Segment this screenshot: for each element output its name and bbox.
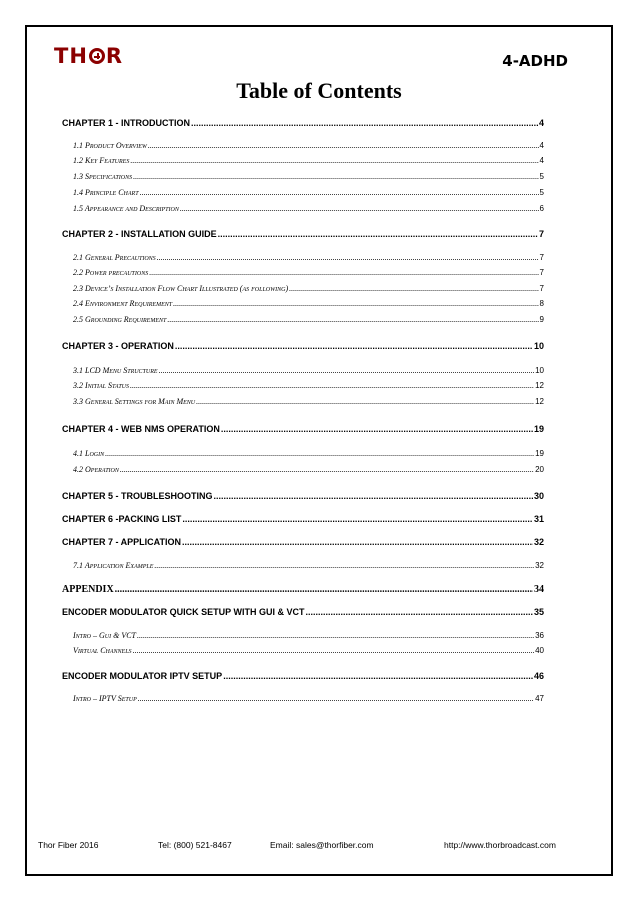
toc-chapter-entry[interactable]	[62, 424, 544, 434]
toc-page-number: 4	[539, 156, 544, 165]
toc-dot-leader	[218, 229, 538, 239]
toc-chapter-entry[interactable]	[62, 229, 544, 239]
toc-dot-leader	[221, 424, 533, 434]
toc-entry-label: 1.2 Key Features	[73, 156, 130, 165]
toc-page-number: 6	[539, 204, 544, 213]
toc-section-entry[interactable]	[62, 253, 544, 262]
toc-page-number: 10	[535, 366, 544, 375]
toc-chapter-entry[interactable]	[62, 671, 544, 681]
toc-dot-leader	[196, 397, 534, 406]
footer-website[interactable]: http://www.thorbroadcast.com	[444, 840, 556, 850]
toc-page-number: 7	[538, 229, 544, 239]
toc-chapter-entry[interactable]	[62, 607, 544, 617]
toc-dot-leader	[154, 561, 534, 570]
toc-entry-label: 1.4 Principle Chart	[73, 188, 139, 197]
toc-entry-label: Intro – Gui & VCT	[73, 631, 137, 640]
toc-section-entry[interactable]	[62, 268, 544, 277]
toc-section-entry[interactable]	[62, 156, 544, 165]
toc-page-number: 36	[535, 631, 544, 640]
toc-entry-label: CHAPTER 4 - WEB NMS OPERATION	[62, 424, 220, 434]
toc-dot-leader	[149, 268, 538, 277]
toc-page-number: 19	[533, 424, 544, 434]
toc-dot-leader	[140, 188, 539, 197]
toc-page-number: 31	[533, 514, 544, 524]
toc-entry-label: 1.5 Appearance and Description	[73, 204, 179, 213]
toc-entry-label: 3.3 General Settings for Main Menu	[73, 397, 196, 406]
toc-section-entry[interactable]	[62, 204, 544, 213]
toc-section-entry[interactable]	[62, 188, 544, 197]
toc-section-entry[interactable]	[62, 561, 544, 570]
toc-entry-label: CHAPTER 1 - INTRODUCTION	[62, 118, 190, 128]
page-title: Table of Contents	[236, 78, 402, 103]
toc-section-entry[interactable]	[62, 397, 544, 406]
toc-section-entry[interactable]	[62, 449, 544, 458]
toc-entry-label: 2.1 General Precautions	[73, 253, 156, 262]
toc-section-entry[interactable]	[62, 299, 544, 308]
crosshair-o-icon	[89, 48, 105, 64]
toc-entry-label: 2.5 Grounding Requirement	[73, 315, 167, 324]
toc-page-number: 9	[539, 315, 544, 324]
toc-page-number: 46	[533, 671, 544, 681]
toc-page-number: 20	[535, 465, 544, 474]
toc-dot-leader	[223, 671, 533, 681]
toc-page-number: 32	[533, 537, 544, 547]
toc-dot-leader	[148, 141, 539, 150]
toc-page-number: 7	[539, 268, 544, 277]
footer-company: Thor Fiber 2016	[38, 840, 99, 850]
toc-dot-leader	[167, 315, 538, 324]
toc-section-entry[interactable]	[62, 315, 544, 324]
toc-entry-label: 2.4 Environment Requirement	[73, 299, 173, 308]
toc-entry-label: 4.1 Login	[73, 449, 105, 458]
toc-dot-leader	[180, 204, 539, 213]
toc-section-entry[interactable]	[62, 141, 544, 150]
toc-chapter-entry[interactable]	[62, 341, 544, 351]
toc-dot-leader	[289, 284, 538, 293]
footer-email[interactable]: Email: sales@thorfiber.com	[270, 840, 374, 850]
toc-dot-leader	[138, 694, 534, 703]
toc-dot-leader	[133, 646, 535, 655]
toc-dot-leader	[133, 172, 538, 181]
toc-dot-leader	[191, 118, 538, 128]
toc-page-number: 4	[539, 141, 544, 150]
toc-section-entry[interactable]	[62, 172, 544, 181]
toc-chapter-entry[interactable]	[62, 491, 544, 501]
toc-entry-label: ENCODER MODULATOR QUICK SETUP WITH GUI & VCT	[62, 607, 305, 617]
toc-entry-label: 1.3 Specifications	[73, 172, 133, 181]
toc-chapter-entry[interactable]	[62, 118, 544, 128]
toc-entry-label: 7.1 Application Example	[73, 561, 154, 570]
toc-dot-leader	[175, 341, 533, 351]
toc-page-number: 8	[539, 299, 544, 308]
model-name: 4-ADHD	[502, 52, 568, 70]
toc-page-number: 5	[539, 188, 544, 197]
toc-dot-leader	[137, 631, 534, 640]
toc-page-number: 47	[535, 694, 544, 703]
toc-dot-leader	[130, 156, 538, 165]
toc-page-number: 30	[533, 491, 544, 501]
toc-section-entry[interactable]	[62, 646, 544, 655]
footer-phone: Tel: (800) 521-8467	[158, 840, 232, 850]
toc-entry-label: 3.1 LCD Menu Structure	[73, 366, 158, 375]
toc-entry-label: Virtual Channels	[73, 646, 132, 655]
toc-section-entry[interactable]	[62, 381, 544, 390]
toc-entry-label: 1.1 Product Overview	[73, 141, 147, 150]
toc-entry-label: CHAPTER 7 - APPLICATION	[62, 537, 182, 547]
toc-dot-leader	[130, 381, 534, 390]
toc-entry-label: 4.2 Operation	[73, 465, 119, 474]
toc-entry-label: Intro – IPTV Setup	[73, 694, 137, 703]
toc-chapter-entry[interactable]	[62, 514, 544, 524]
toc-page-number: 40	[535, 646, 544, 655]
toc-entry-label: 2.3 Device’s Installation Flow Chart Illustrated (as following)	[73, 284, 289, 293]
toc-chapter-entry[interactable]	[62, 537, 544, 547]
toc-page-number: 35	[533, 607, 544, 617]
toc-dot-leader	[159, 366, 535, 375]
toc-entry-label: CHAPTER 6 -PACKING LIST	[62, 514, 182, 524]
toc-page-number: 4	[538, 118, 544, 128]
toc-section-entry[interactable]	[62, 465, 544, 474]
toc-dot-leader	[182, 514, 533, 524]
toc-page-number: 12	[535, 397, 544, 406]
toc-dot-leader	[306, 607, 533, 617]
toc-section-entry[interactable]	[62, 631, 544, 640]
toc-page-number: 7	[539, 284, 544, 293]
toc-section-entry[interactable]	[62, 366, 544, 375]
toc-dot-leader	[214, 491, 533, 501]
toc-dot-leader	[120, 465, 534, 474]
toc-chapter-entry[interactable]	[62, 584, 544, 595]
toc-page-number: 32	[535, 561, 544, 570]
toc-entry-label: 3.2 Initial Status	[73, 381, 130, 390]
toc-dot-leader	[182, 537, 533, 547]
toc-page-number: 5	[539, 172, 544, 181]
toc-dot-leader	[157, 253, 539, 262]
toc-page-number: 12	[535, 381, 544, 390]
toc-dot-leader	[105, 449, 534, 458]
toc-dot-leader	[173, 299, 538, 308]
toc-entry-label: CHAPTER 2 - INSTALLATION GUIDE	[62, 229, 217, 239]
toc-section-entry[interactable]	[62, 284, 544, 293]
toc-entry-label: CHAPTER 5 - TROUBLESHOOTING	[62, 491, 213, 501]
toc-entry-label: 2.2 Power precautions	[73, 268, 149, 277]
toc-entry-label: ENCODER MODULATOR IPTV SETUP	[62, 671, 223, 681]
toc-page-number: 34	[534, 584, 544, 595]
toc-entry-label: CHAPTER 3 - OPERATION	[62, 341, 174, 351]
toc-page-number: 10	[533, 341, 544, 351]
toc-page-number: 19	[535, 449, 544, 458]
toc-dot-leader	[115, 584, 533, 595]
toc-section-entry[interactable]	[62, 694, 544, 703]
toc-entry-label: APPENDIX	[62, 584, 114, 595]
thor-logo: TH R	[54, 44, 124, 68]
toc-page-number: 7	[539, 253, 544, 262]
